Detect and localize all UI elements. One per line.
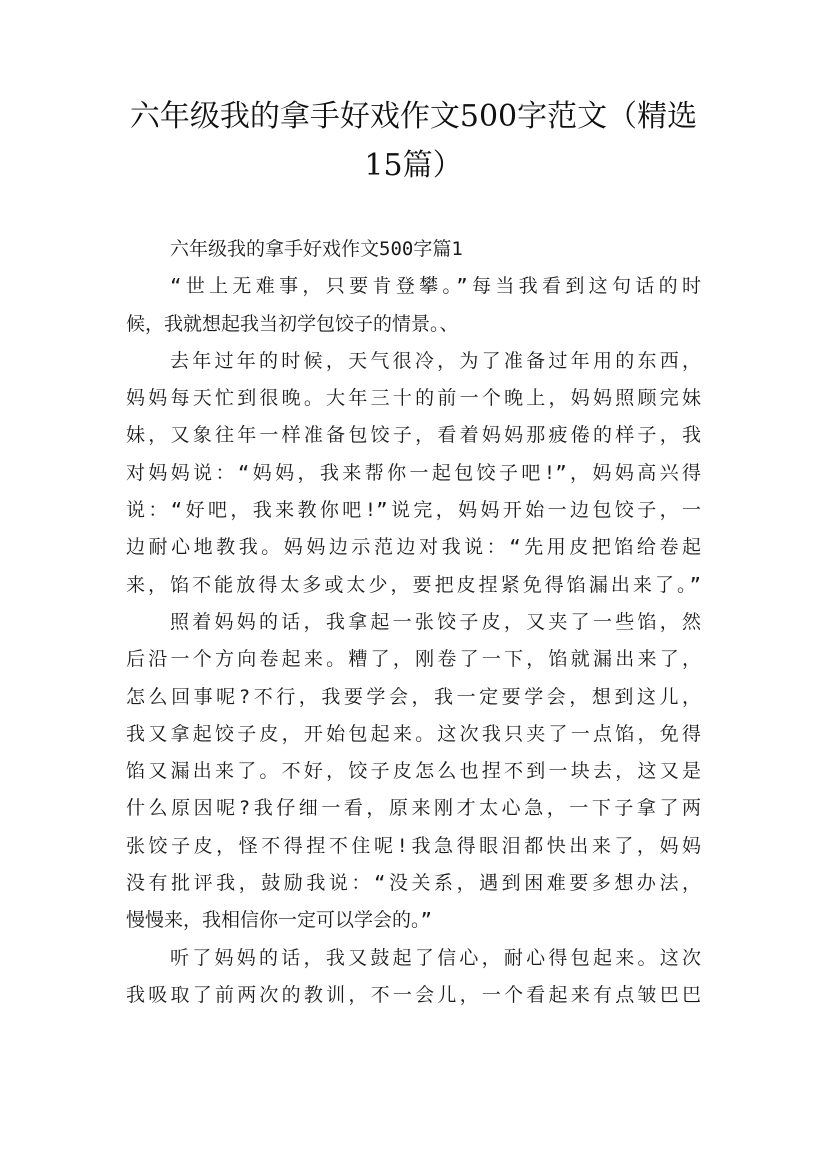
paragraph-line: “世上无难事，只要肯登攀。”每当我看到这句话的时 (170, 275, 701, 298)
paragraph-line: 慢慢来，我相信你一定可以学会的。” (126, 909, 432, 932)
document-body (126, 231, 701, 1014)
paragraph-4 (126, 940, 701, 1015)
paragraph-line: 馅又漏出来了。不好，饺子皮怎么也捏不到一块去，这又是 (126, 760, 701, 783)
paragraph-3 (126, 604, 701, 940)
paragraph-2 (126, 343, 701, 604)
paragraph-1 (126, 268, 701, 343)
paragraph-line: 后沿一个方向卷起来。糟了，刚卷了一下，馅就漏出来了， (126, 648, 701, 671)
paragraph-line: 听了妈妈的话，我又鼓起了信心，耐心得包起来。这次 (170, 946, 701, 969)
title-line-1: 六年级我的拿手好戏作文500字范文（精选 (129, 99, 698, 134)
paragraph-line: 对妈妈说：“妈妈，我来帮你一起包饺子吧!”，妈妈高兴得 (126, 461, 701, 484)
paragraph-line: 说：“好吧，我来教你吧!”说完，妈妈开始一边包饺子，一 (126, 499, 701, 522)
paragraph-line: 妈妈每天忙到很晚。大年三十的前一个晚上，妈妈照顾完妹 (126, 387, 701, 410)
paragraph-line: 照着妈妈的话，我拿起一张饺子皮，又夹了一些馅，然 (170, 610, 701, 633)
section-heading: 六年级我的拿手好戏作文500字篇1 (170, 238, 463, 260)
paragraph-line: 怎么回事呢?不行，我要学会，我一定要学会，想到这儿， (126, 685, 701, 708)
paragraph-line: 我又拿起饺子皮，开始包起来。这次我只夹了一点馅，免得 (126, 722, 701, 745)
paragraph-line: 去年过年的时候，天气很冷，为了准备过年用的东西， (170, 349, 701, 372)
paragraph-line: 来，馅不能放得太多或太少，要把皮捏紧免得馅漏出来了。” (126, 573, 701, 596)
paragraph-line: 张饺子皮，怪不得捏不住呢!我急得眼泪都快出来了，妈妈 (126, 834, 701, 857)
paragraph-line: 边耐心地教我。妈妈边示范边对我说：“先用皮把馅给卷起 (126, 536, 701, 559)
paragraph-line: 没有批评我，鼓励我说：“没关系，遇到困难要多想办法， (126, 872, 701, 895)
title-line-2: 15篇） (364, 148, 463, 183)
paragraph-line: 什么原因呢?我仔细一看，原来刚才太心急，一下子拿了两 (126, 797, 701, 820)
paragraph-line: 候，我就想起我当初学包饺子的情景。、 (126, 312, 459, 335)
paragraph-line: 妹，又象往年一样准备包饺子，看着妈妈那疲倦的样子，我 (126, 424, 701, 447)
document-title (100, 92, 727, 190)
paragraph-line: 我吸取了前两次的教训，不一会儿，一个看起来有点皱巴巴 (126, 983, 701, 1006)
